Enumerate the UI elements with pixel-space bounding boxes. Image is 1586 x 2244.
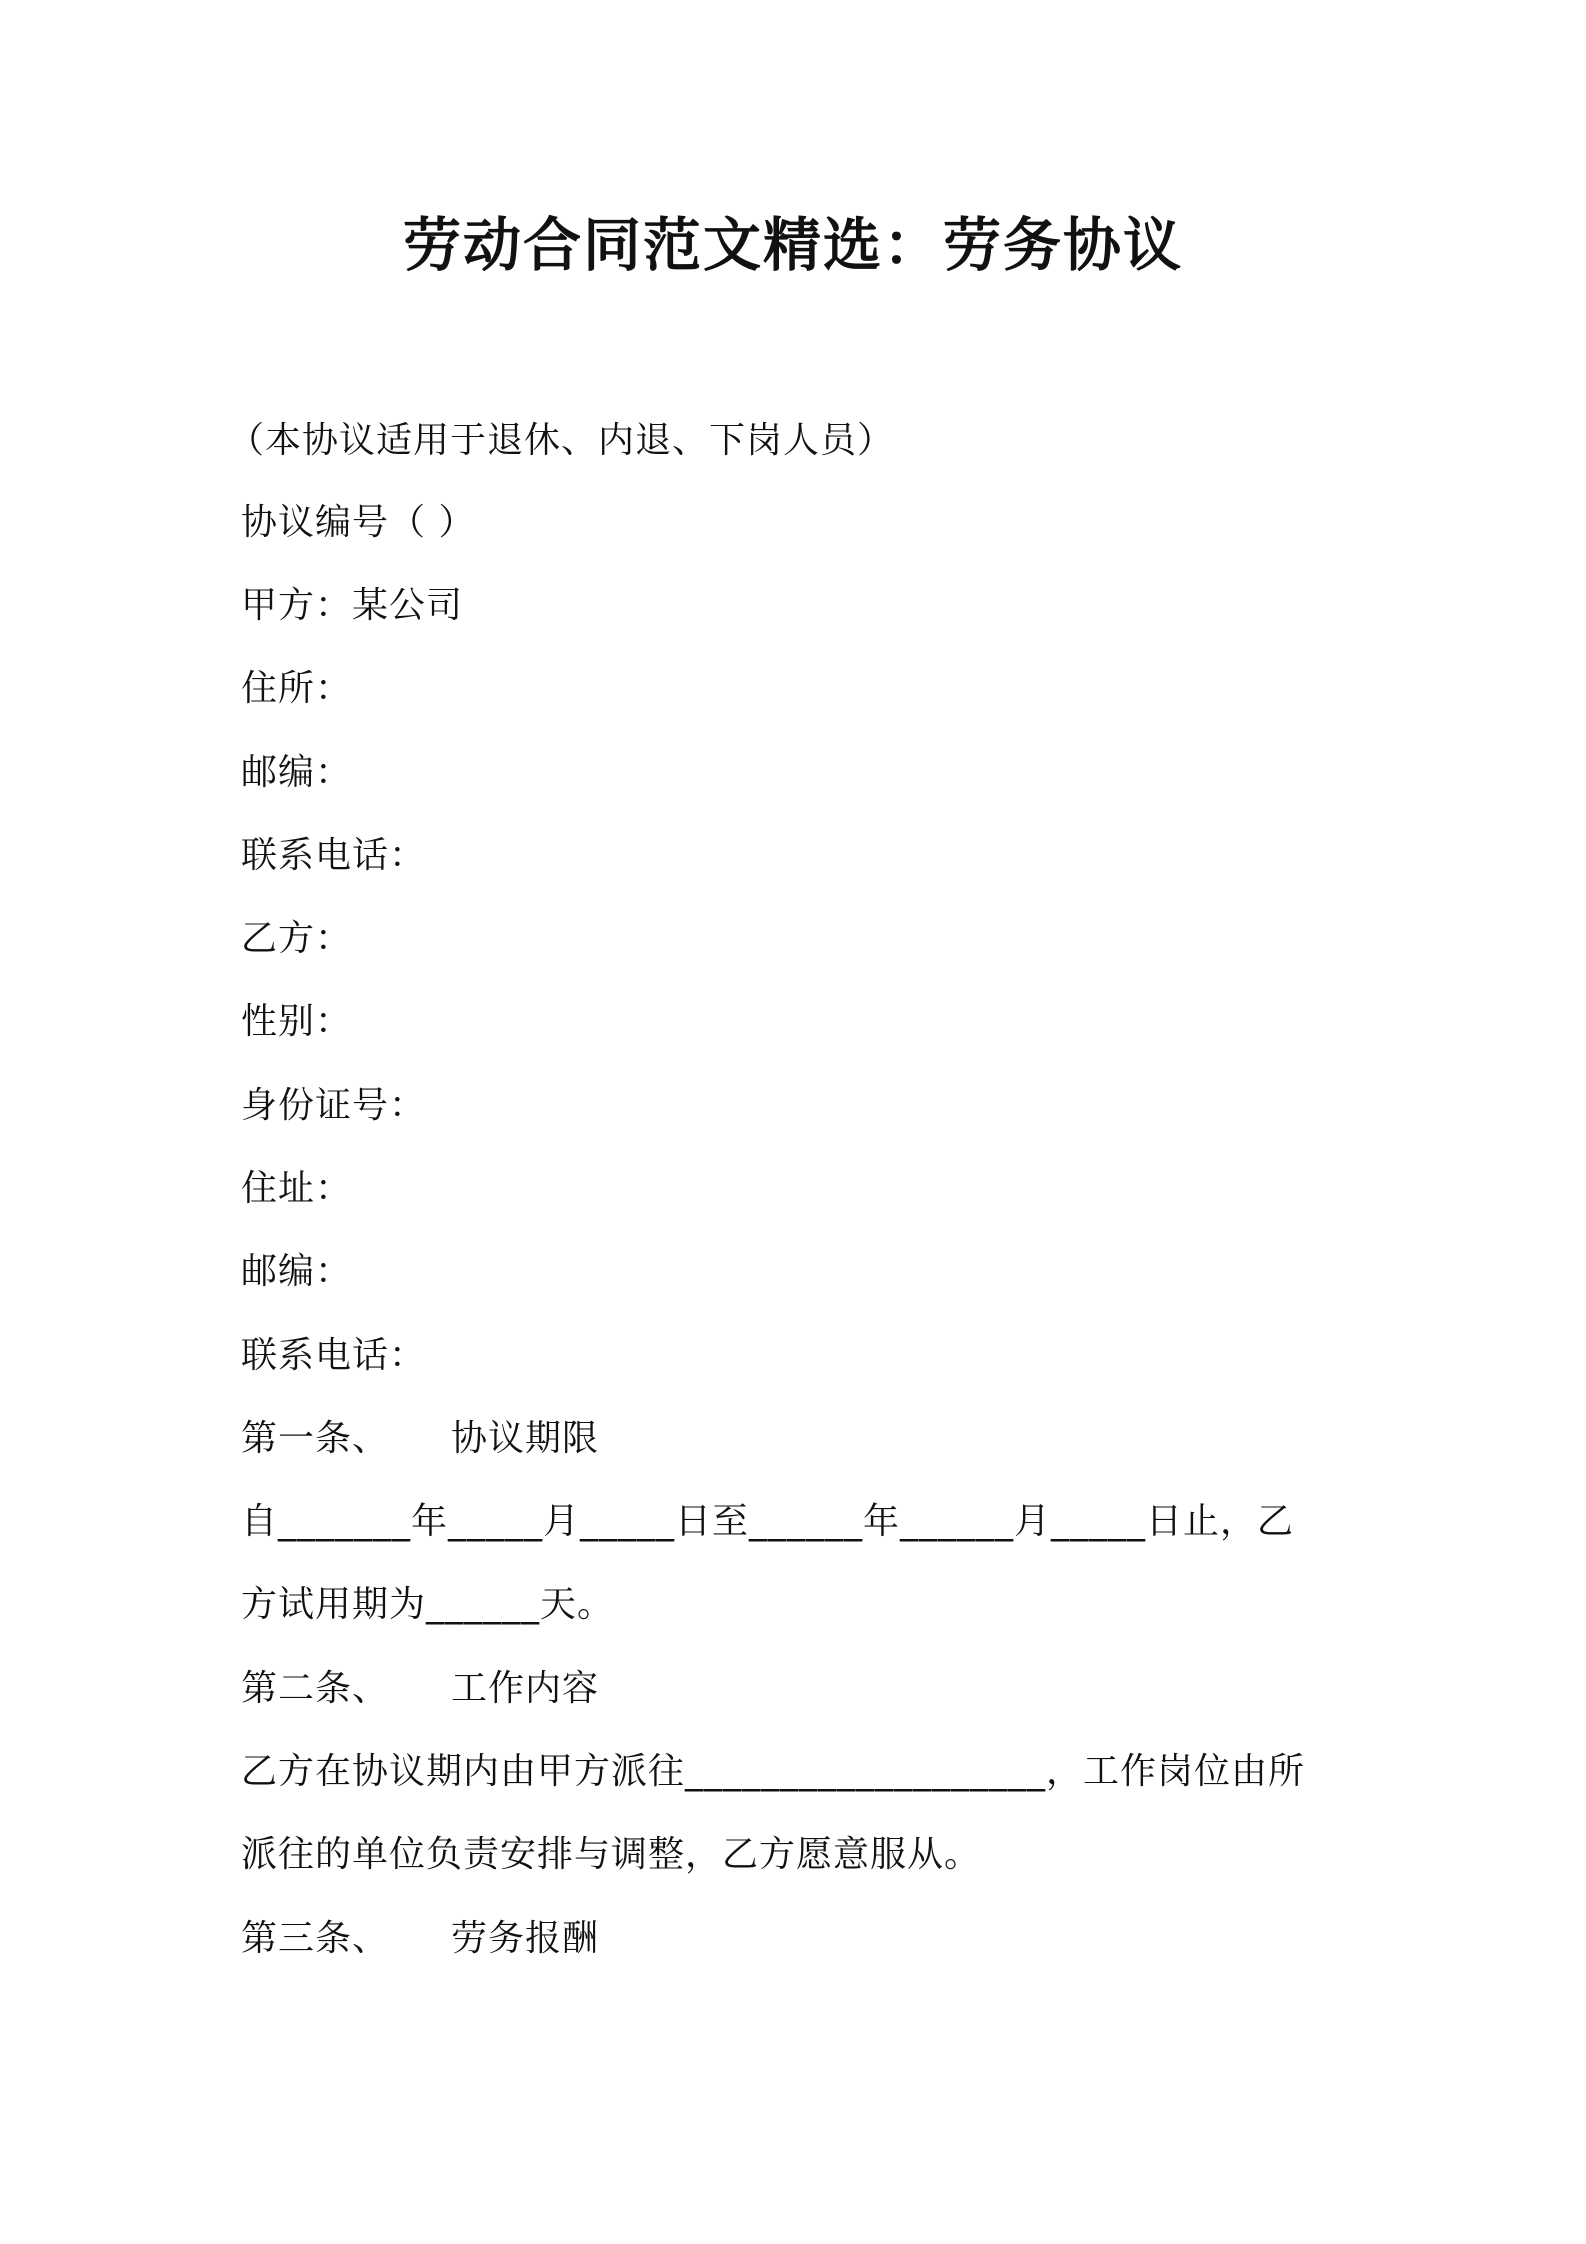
party-a-phone: 联系电话：	[241, 835, 427, 876]
party-a-address: 住所：	[241, 668, 353, 709]
party-b-id-number: 身份证号：	[241, 1085, 427, 1126]
article-1-text-line-2: 方试用期为______天。	[241, 1584, 615, 1625]
party-b-name: 乙方：	[241, 918, 353, 959]
article-3-number: 第三条、	[241, 1918, 390, 1959]
article-2-number: 第二条、	[241, 1668, 390, 1709]
article-1-title: 协议期限	[451, 1418, 600, 1459]
party-b-gender: 性别：	[241, 1001, 353, 1042]
applicability-note: （本协议适用于退休、内退、下岗人员）	[228, 420, 895, 461]
article-2-text-line-1: 乙方在协议期内由甲方派往___________________，工作岗位由所	[241, 1751, 1306, 1792]
article-2-title: 工作内容	[451, 1668, 600, 1709]
party-a-postcode: 邮编：	[241, 752, 353, 793]
party-b-phone: 联系电话：	[241, 1335, 427, 1376]
party-a-name: 甲方：某公司	[241, 585, 464, 626]
document-title: 劳动合同范文精选：劳务协议	[402, 211, 1183, 279]
article-3-title: 劳务报酬	[451, 1918, 600, 1959]
party-b-postcode: 邮编：	[241, 1251, 353, 1292]
article-3-heading	[241, 1913, 599, 1965]
party-b-address: 住址：	[241, 1168, 353, 1209]
article-2-text-line-2: 派往的单位负责安排与调整，乙方愿意服从。	[241, 1834, 982, 1875]
article-1-text-line-1: 自_______年_____月_____日至______年______月_____日止，乙	[241, 1501, 1295, 1542]
article-2-heading	[241, 1663, 599, 1715]
article-1-heading	[241, 1413, 599, 1465]
article-1-number: 第一条、	[241, 1418, 390, 1459]
agreement-number: 协议编号（ ）	[241, 502, 476, 543]
